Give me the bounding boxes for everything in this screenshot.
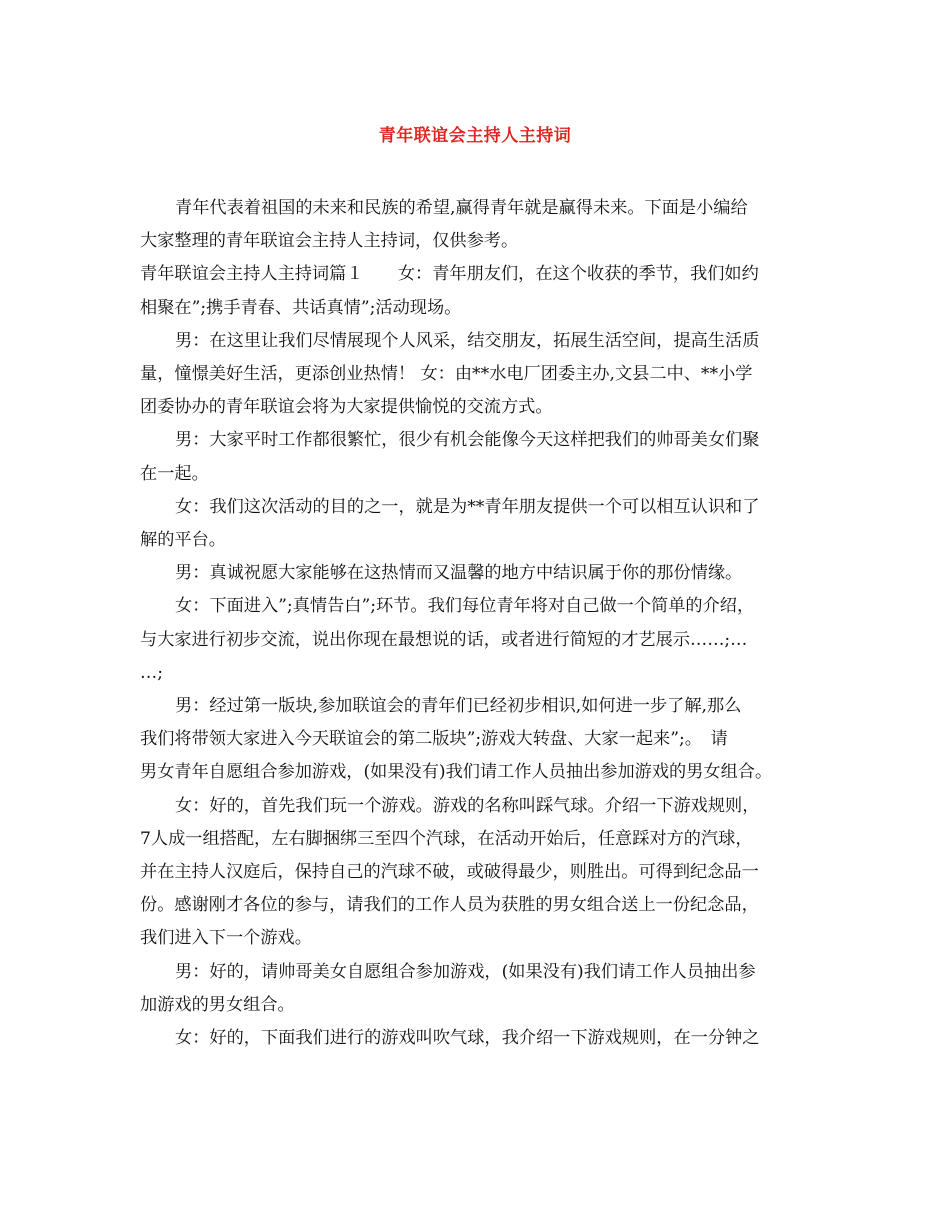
text-line: 7人成一组搭配，左右脚捆绑三至四个汽球，在活动开始后，任意踩对方的汽球， <box>140 828 753 849</box>
text-line: 我们将带领大家进入今天联谊会的第二版块”;游戏大转盘、大家一起来”;。 请 <box>140 729 728 750</box>
text-line: 男：好的，请帅哥美女自愿组合参加游戏，(如果没有)我们请工作人员抽出参 <box>175 961 756 982</box>
text-line: 我们进入下一个游戏。 <box>140 928 312 949</box>
text-line: 团委协办的青年联谊会将为大家提供愉悦的交流方式。 <box>140 397 553 418</box>
text-line: 男：经过第一版块,参加联谊会的青年们已经初步相识,如何进一步了解,那么 <box>175 696 742 717</box>
text-line: 男女青年自愿组合参加游戏，(如果没有)我们请工作人员抽出参加游戏的男女组合。 <box>140 762 773 783</box>
text-line: 女：好的，下面我们进行的游戏叫吹气球，我介绍一下游戏规则，在一分钟之 <box>175 1028 760 1049</box>
text-line: 量，憧憬美好生活，更添创业热情！ 女：由**水电厂团委主办,文县二中、**小学 <box>140 364 753 385</box>
text-line: 解的平台。 <box>140 530 226 551</box>
text-line: …; <box>140 662 163 683</box>
text-line: 男：大家平时工作都很繁忙，很少有机会能像今天这样把我们的帅哥美女们聚 <box>175 430 760 451</box>
text-line: 与大家进行初步交流，说出你现在最想说的话，或者进行简短的才艺展示……;… <box>140 629 748 650</box>
text-line: 女：好的，首先我们玩一个游戏。游戏的名称叫踩气球。介绍一下游戏规则， <box>175 795 760 816</box>
text-line: 男：真诚祝愿大家能够在这热情而又温馨的地方中结识属于你的那份情缘。 <box>175 563 743 584</box>
text-line: 大家整理的青年联谊会主持人主持词，仅供参考。 <box>140 231 519 252</box>
text-line: 青年代表着祖国的未来和民族的希望,赢得青年就是赢得未来。下面是小编给 <box>175 198 748 218</box>
text-line: 青年联谊会主持人主持词篇１ 女：青年朋友们，在这个收获的季节，我们如约 <box>140 264 759 285</box>
text-line: 在一起。 <box>140 463 209 484</box>
text-line: 女：我们这次活动的目的之一，就是为**青年朋友提供一个可以相互认识和了 <box>175 496 760 517</box>
text-line: 加游戏的男女组合。 <box>140 994 295 1015</box>
text-line: 男：在这里让我们尽情展现个人风采，结交朋友，拓展生活空间，提高生活质 <box>175 330 760 351</box>
text-line: 份。感谢刚才各位的参与，请我们的工作人员为获胜的男女组合送上一份纪念品， <box>140 895 759 916</box>
document-title: 青年联谊会主持人主持词 <box>378 126 572 146</box>
text-line: 女：下面进入”;真情告白”;环节。我们每位青年将对自己做一个简单的介绍， <box>175 596 755 617</box>
text-line: 相聚在”;携手青春、共话真情”;活动现场。 <box>140 297 462 318</box>
text-line: 并在主持人汉庭后，保持自己的汽球不破，或破得最少，则胜出。可得到纪念品一 <box>140 862 759 883</box>
document-body <box>140 192 812 1055</box>
